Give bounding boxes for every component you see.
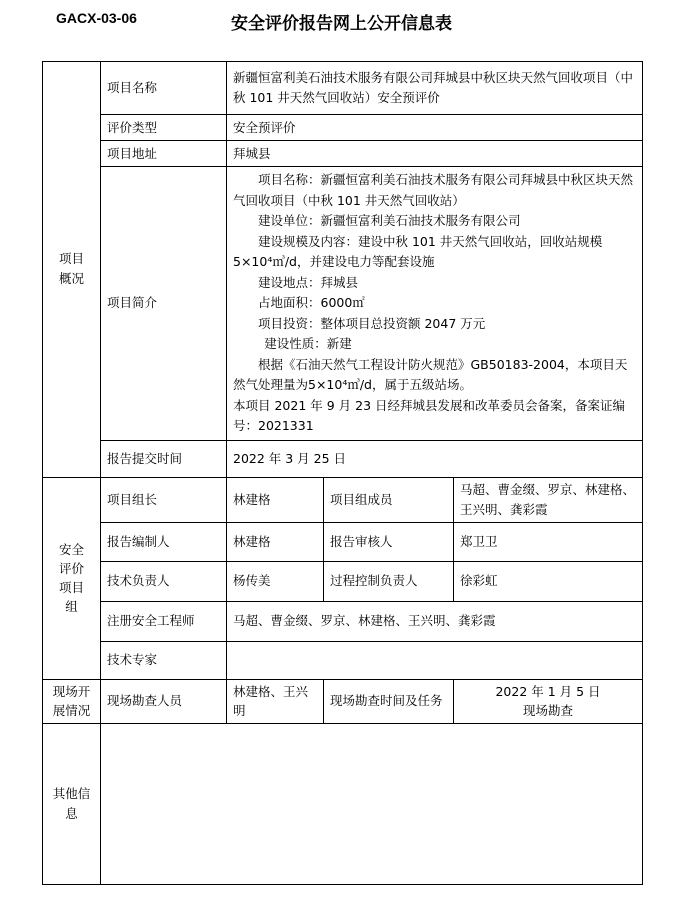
- site-time-label: 现场勘查时间及任务: [324, 679, 454, 723]
- row-site: [43, 679, 643, 723]
- reviewer-value: 郑卫卫: [454, 522, 643, 561]
- team-members-label: 项目组成员: [324, 477, 454, 522]
- group-project-overview: 项目概况: [43, 62, 101, 478]
- engineers-value: 马超、曹金缀、罗京、林建格、王兴明、龚彩霞: [227, 601, 643, 641]
- row-engineers: [43, 601, 643, 641]
- intro-line: 根据《石油天然气工程设计防火规范》GB50183-2004，本项目天然气处理量为5×10⁴㎥/d，属于五级站场。: [233, 356, 628, 392]
- intro-line: 本项目 2021 年 9 月 23 日经拜城县发展和改革委员会备案，备案证编号：2021331: [233, 397, 626, 433]
- info-table: [42, 61, 643, 885]
- row-project-name: [43, 62, 643, 115]
- project-name-value: 新疆恒富利美石油技术服务有限公司拜城县中秋区块天然气回收项目（中秋 101 井天然气回收站）安全预评价: [227, 62, 643, 115]
- document-code: GACX-03-06: [56, 10, 137, 26]
- intro-line: 建设性质：新建: [264, 336, 352, 351]
- intro-line: 建设规模及内容：建设中秋 101 井天然气回收站，回收站规模 5×10⁴㎥/d，并建设电力等配套设施: [233, 233, 603, 269]
- process-control-value: 徐彩虹: [454, 561, 643, 601]
- intro-line: 占地面积：6000㎡: [258, 295, 365, 310]
- site-time-value: [454, 679, 643, 723]
- intro-line: 建设单位：新疆恒富利美石油技术服务有限公司: [258, 213, 521, 228]
- row-other: [43, 723, 643, 884]
- row-team-leader: [43, 477, 643, 522]
- team-members-value: 马超、曹金缀、罗京、林建格、王兴明、龚彩霞: [454, 477, 643, 522]
- process-control-label: 过程控制负责人: [324, 561, 454, 601]
- group-eval-team: 安全评价项目组: [43, 477, 101, 679]
- row-intro: [43, 167, 643, 441]
- intro-line: 项目名称：新疆恒富利美石油技术服务有限公司拜城县中秋区块天然气回收项目（中秋 101 井天然气回收站）: [233, 172, 634, 208]
- intro-value: [227, 167, 643, 441]
- reviewer-label: 报告审核人: [324, 522, 454, 561]
- intro-line: 建设地点：拜城县: [258, 274, 359, 290]
- eval-type-label: 评价类型: [101, 115, 227, 141]
- row-expert: [43, 641, 643, 679]
- row-eval-type: [43, 115, 643, 141]
- submit-time-label: 报告提交时间: [101, 440, 227, 477]
- submit-time-value: 2022 年 3 月 25 日: [227, 440, 643, 477]
- project-name-label: 项目名称: [101, 62, 227, 115]
- row-submit-time: [43, 440, 643, 477]
- author-value: 林建格: [227, 522, 324, 561]
- address-label: 项目地址: [101, 141, 227, 167]
- team-leader-label: 项目组长: [101, 477, 227, 522]
- site-staff-label: 现场勘查人员: [101, 679, 227, 723]
- expert-value: [227, 641, 643, 679]
- tech-lead-value: 杨传美: [227, 561, 324, 601]
- team-leader-value: 林建格: [227, 477, 324, 522]
- document-title: 安全评价报告网上公开信息表: [231, 14, 452, 34]
- intro-label: 项目简介: [101, 167, 227, 441]
- row-author: [43, 522, 643, 561]
- address-value: 拜城县: [227, 141, 643, 167]
- engineers-label: 注册安全工程师: [101, 601, 227, 641]
- row-tech-lead: [43, 561, 643, 601]
- expert-label: 技术专家: [101, 641, 227, 679]
- other-value: [101, 723, 643, 884]
- tech-lead-label: 技术负责人: [101, 561, 227, 601]
- group-site: 现场开展情况: [43, 679, 101, 723]
- site-date: 2022 年 1 月 5 日: [495, 684, 601, 699]
- intro-line: 项目投资：整体项目总投资额 2047 万元: [258, 315, 486, 331]
- author-label: 报告编制人: [101, 522, 227, 561]
- eval-type-value: 安全预评价: [227, 115, 643, 141]
- group-other: 其他信息: [43, 723, 101, 884]
- site-staff-value: 林建格、王兴明: [227, 679, 324, 723]
- row-address: [43, 141, 643, 167]
- site-task: 现场勘查: [523, 703, 574, 718]
